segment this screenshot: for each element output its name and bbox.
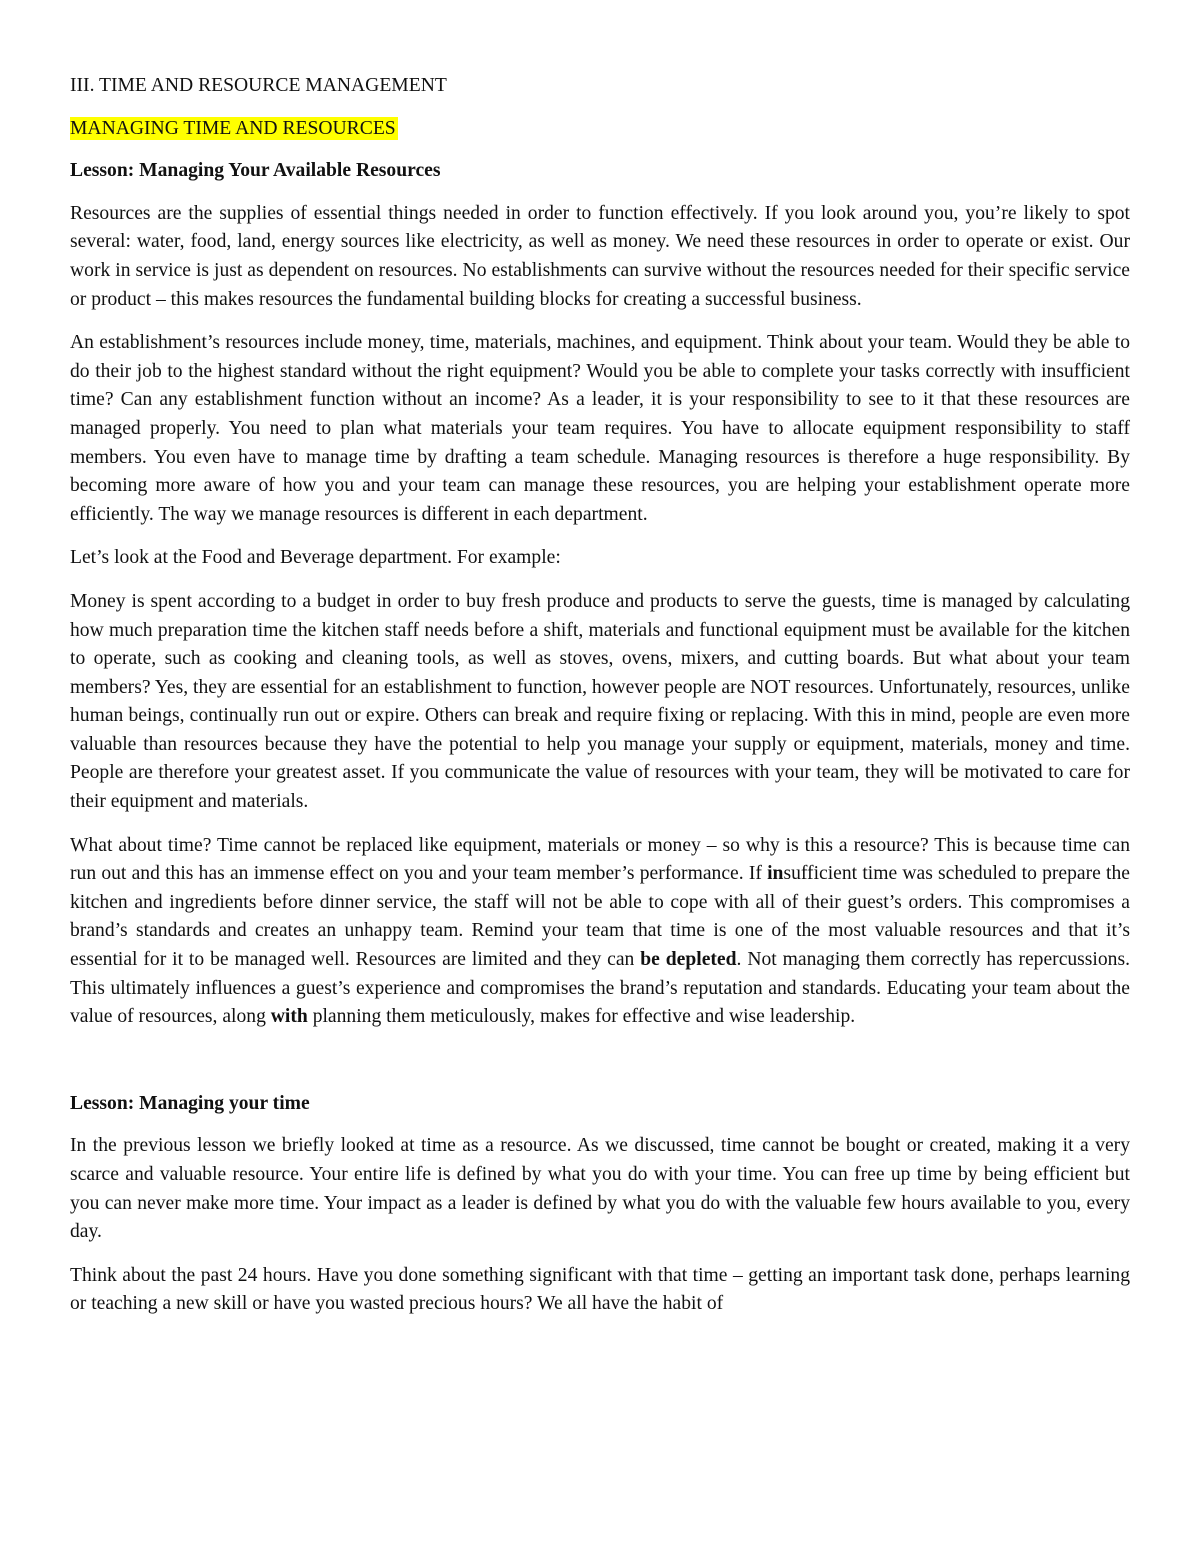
paragraph-past-24-hours: Think about the past 24 hours. Have you done something significant with that time – getting an important task done, perhaps learning or teaching a new skill or have you wasted precious hours? We all have the habit of <box>70 1264 1130 1315</box>
section-heading: III. TIME AND RESOURCE MANAGEMENT <box>70 75 447 96</box>
highlighted-heading: MANAGING TIME AND RESOURCES <box>70 117 396 139</box>
paragraph-money-time-materials: Money is spent according to a budget in order to buy fresh produce and products to serve the guests, time is managed by calculating how much preparation time the kitchen staff needs before a shift, materials and functional equipment must be available for the kitchen to operate, such as cooking and cleaning tools, as well as stoves, ovens, mixers, and cutting boards. But what about your team members? Yes, they are essential for an establishment to function, however people are NOT resources. Unfortunately, resources, unlike human beings, continually run out or expire. Others can break and require fixing or replacing. With this in mind, people are even more valuable than resources because they have the potential to help you manage your supply or equipment, materials, money and time. People are therefore your greatest asset. If you communicate the value of resources with your team, they will be motivated to care for their equipment and materials. <box>70 590 1130 813</box>
paragraph-time-intro: In the previous lesson we briefly looked at time as a resource. As we discussed, time cannot be bought or created, making it a very scarce and valuable resource. Your entire life is defined by what you do with your time. You can free up time by being efficient but you can never make more time. Your impact as a leader is defined by what you do with the valuable few hours available to you, every day. <box>70 1135 1130 1243</box>
bold-text-with: with <box>270 1006 308 1028</box>
text-segment: . Not managing them correctly has repercussions. This ultimately influences a guest’s experience and compromises the brand’s reputation and standards. Educating your team about the value of resources, along <box>70 949 1130 1028</box>
lesson-title-time: Lesson: Managing your time <box>70 1092 310 1114</box>
section-gap <box>70 1047 1130 1090</box>
bold-text-be-depleted: be depleted <box>640 949 737 971</box>
paragraph-food-beverage-example: Let’s look at the Food and Beverage department. For example: <box>70 547 561 569</box>
paragraph-resources-intro: Resources are the supplies of essential things needed in order to function effectively. If you look around you, you’re likely to spot several: water, food, land, energy sources like electricity, as well as money. We need these resources in order to operate or exist. Our work in service is just as dependent on resources. No establishments can survive without the resources needed for their specific service or product – this makes resources the fundamental building blocks for creating a successful business. <box>70 202 1130 310</box>
text-segment: What about time? Time cannot be replaced like equipment, materials or money – so why is this a resource? This is because time can run out and this has an immense effect on you and your team member’s performance. If <box>70 834 1130 885</box>
paragraph-establishment-resources: An establishment’s resources include money, time, materials, machines, and equipment. Think about your team. Would they be able to do their job to the highest standard without the right equipment? Would you be able to complete your tasks correctly with insufficient time? Can any establishment function without an income? As a leader, it is your responsibility to see to it that these resources are managed properly. You need to plan what materials your team requires. You have to allocate equipment responsibility to staff members. You even have to manage time by drafting a team schedule. Managing resources is therefore a huge responsibility. By becoming more aware of how you and your team can manage these resources, you are helping your establishment operate more efficiently. The way we manage resources is different in each department. <box>70 332 1130 525</box>
paragraph-time-as-resource <box>70 832 1130 1032</box>
bold-text-in: in <box>767 863 784 885</box>
text-segment: planning them meticulously, makes for effective and wise leadership. <box>307 1006 856 1028</box>
lesson-title-resources: Lesson: Managing Your Available Resources <box>70 160 441 182</box>
highlighted-heading-line <box>70 115 1130 144</box>
text-segment: sufficient time was scheduled to prepare the kitchen and ingredients before dinner service, the staff will not be able to cope with all of their guest’s orders. This compromises a brand’s standards and creates an unhappy team. Remind your team that time is one of the most valuable resources and that it’s essential for it to be managed well. Resources are limited and they can <box>70 863 1130 971</box>
document-page <box>70 72 1130 1334</box>
